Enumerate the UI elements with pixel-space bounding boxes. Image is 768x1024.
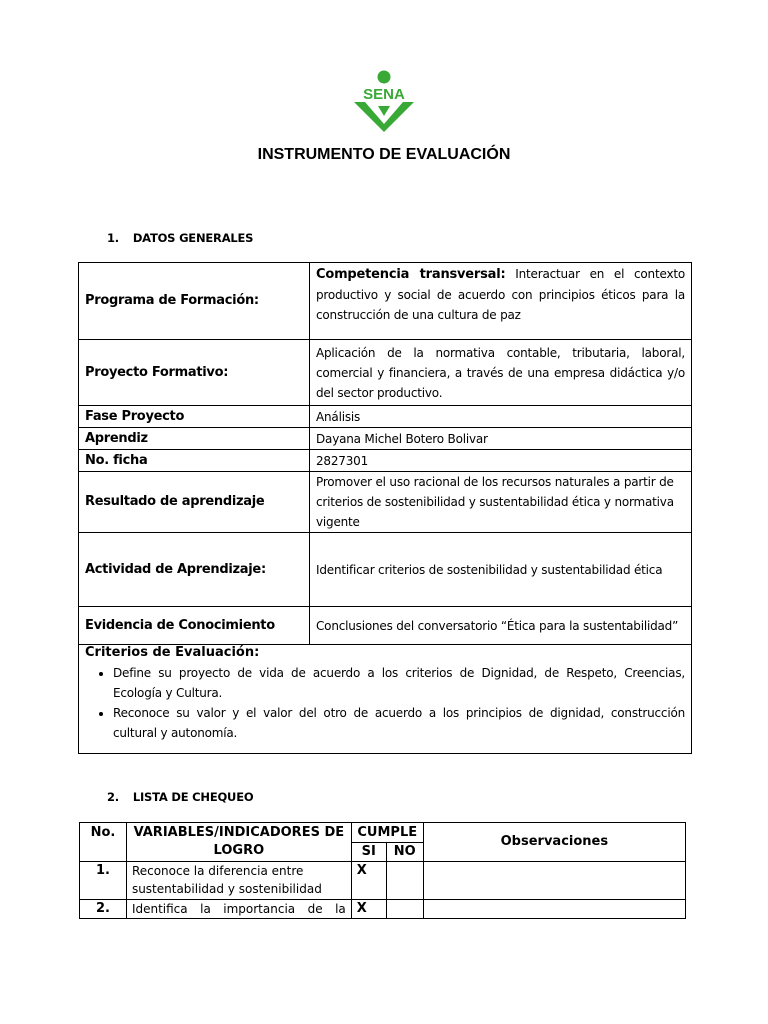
section-title: LISTA DE CHEQUEO <box>132 790 254 804</box>
row-number: 1. <box>80 862 127 900</box>
criterios-label: Criterios de Evaluación: <box>85 645 260 660</box>
ficha-value: 2827301 <box>310 450 692 472</box>
aprendiz-label: Aprendiz <box>79 428 310 450</box>
section-title: DATOS GENERALES <box>132 231 254 245</box>
competencia-text: Interactuar en el contexto productivo y social de acuerdo con principios éticos para la construcción de una cultura de paz <box>316 267 685 322</box>
section-number: 1. <box>107 231 119 245</box>
row-observaciones <box>423 900 685 919</box>
row-indicator: Identifica la importancia de la <box>126 900 351 919</box>
header-no-option: NO <box>386 843 423 862</box>
programa-label: Programa de Formación: <box>79 263 310 340</box>
header-variables: VARIABLES/INDICADORES DE LOGRO <box>126 823 351 862</box>
document-title: INSTRUMENTO DE EVALUACIÓN <box>257 146 511 163</box>
list-item: • Reconoce su valor y el valor del otro de acuerdo a los principios de dignidad, construcción cultural y autonomía. <box>113 703 685 743</box>
table-row <box>80 862 686 900</box>
criterios-cell <box>79 645 692 754</box>
row-no-mark <box>386 900 423 919</box>
actividad-value: Identificar criterios de sostenibilidad y sustentabilidad ética <box>310 533 692 607</box>
fase-label: Fase Proyecto <box>79 406 310 428</box>
ficha-label: No. ficha <box>79 450 310 472</box>
section-datos-generales <box>107 231 253 245</box>
proyecto-label: Proyecto Formativo: <box>79 340 310 406</box>
header-no: No. <box>80 823 127 862</box>
aprendiz-value: Dayana Michel Botero Bolivar <box>310 428 692 450</box>
logo-arrow-center <box>378 106 390 116</box>
resultado-value: Promover el uso racional de los recursos naturales a partir de criterios de sostenibilidad y sustentabilidad ética y normativa vigente <box>310 472 692 533</box>
row-indicator: Reconoce la diferencia entre sustentabilidad y sostenibilidad <box>126 862 351 900</box>
table-header-row <box>80 823 686 843</box>
actividad-label: Actividad de Aprendizaje: <box>79 533 310 607</box>
row-no-mark <box>386 862 423 900</box>
proyecto-value: Aplicación de la normativa contable, tributaria, laboral, comercial y financiera, a través de una empresa didáctica y/o del sector productivo. <box>310 340 692 406</box>
header-observaciones: Observaciones <box>423 823 685 862</box>
row-si-mark: X <box>351 862 386 900</box>
resultado-label: Resultado de aprendizaje <box>79 472 310 533</box>
criterios-list <box>85 663 685 743</box>
list-item: • Define su proyecto de vida de acuerdo a los criterios de Dignidad, de Respeto, Creencias, Ecología y Cultura. <box>113 663 685 703</box>
row-si-mark: X <box>351 900 386 919</box>
table-row <box>79 472 692 533</box>
checklist-table <box>79 822 686 919</box>
general-data-table <box>78 262 692 754</box>
table-row <box>79 533 692 607</box>
competencia-label: Competencia transversal: <box>316 267 506 282</box>
header-si: SI <box>351 843 386 862</box>
table-row <box>79 406 692 428</box>
logo-head <box>378 71 391 84</box>
programa-value <box>310 263 692 340</box>
row-observaciones <box>423 862 685 900</box>
table-row <box>79 340 692 406</box>
table-row <box>79 607 692 645</box>
table-row <box>79 263 692 340</box>
table-row <box>80 900 686 919</box>
table-row <box>79 645 692 754</box>
table-row <box>79 450 692 472</box>
header-cumple: CUMPLE <box>351 823 423 843</box>
row-number: 2. <box>80 900 127 919</box>
section-lista-chequeo <box>107 790 253 804</box>
evidencia-label: Evidencia de Conocimiento <box>79 607 310 645</box>
evidencia-value: Conclusiones del conversatorio “Ética para la sustentabilidad” <box>310 607 692 645</box>
fase-value: Análisis <box>310 406 692 428</box>
section-number: 2. <box>107 790 119 804</box>
sena-logo <box>352 70 416 132</box>
logo-text: SENA <box>363 86 405 103</box>
table-row <box>79 428 692 450</box>
